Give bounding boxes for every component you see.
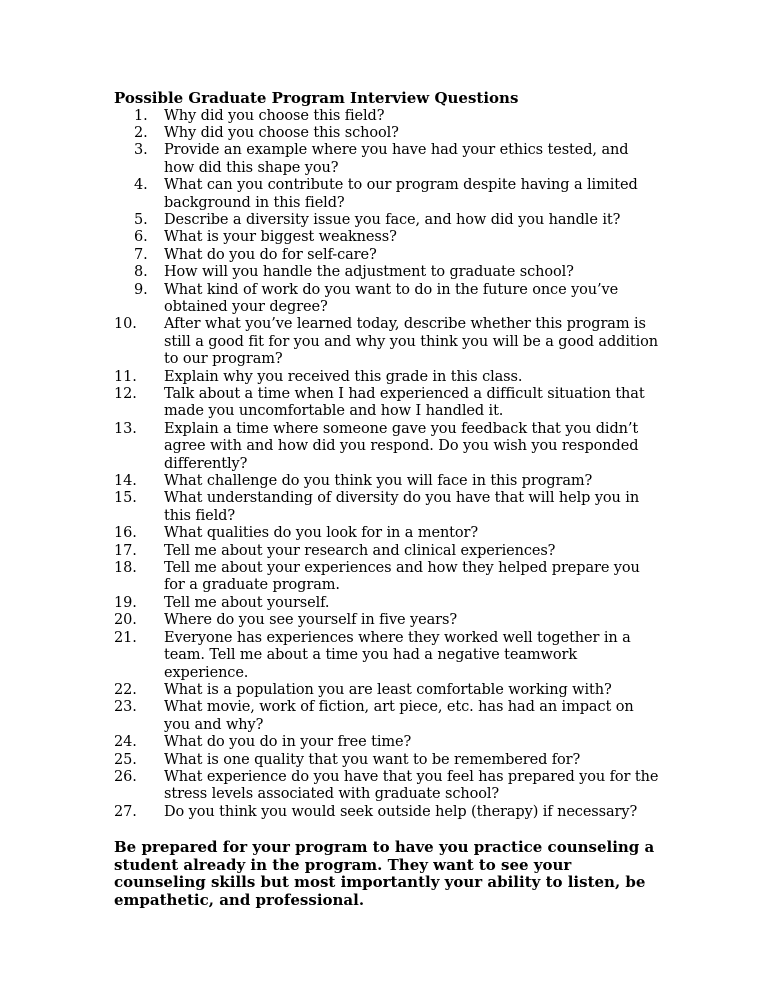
question-text: Where do you see yourself in five years? [164,612,458,629]
question-number: 4. [134,177,148,194]
question-text: Why did you choose this field? [164,107,385,124]
question-text: Do you think you would seek outside help (therapy) if necessary? [164,803,638,820]
question-text: What do you do in your free time? [164,734,412,751]
question-number: 11. [114,368,137,385]
list-item [114,125,662,142]
question-text: Tell me about your experiences and how they helped prepare you for a graduate program. [164,560,640,594]
question-number: 5. [134,211,148,228]
list-item [114,142,662,177]
list-item [114,769,662,804]
question-number: 10. [114,316,137,333]
question-number: 12. [114,386,137,402]
question-number: 7. [134,246,148,263]
list-item [114,752,662,769]
list-item [114,108,662,125]
question-number: 20. [114,612,137,629]
question-number: 19. [114,594,137,611]
list-item [114,247,662,264]
question-text: What movie, work of fiction, art piece, etc. has had an impact on you and why? [164,699,634,733]
question-number: 25. [114,751,137,768]
question-number: 3. [134,142,148,159]
question-number: 17. [114,542,137,559]
question-number: 18. [114,560,137,577]
list-item [114,612,662,629]
question-text: Explain a time where someone gave you feedback that you didn’t agree with and how did you respond. Do you wish you responded differently? [164,420,639,472]
question-number: 2. [134,124,148,141]
document-page [114,90,662,909]
question-text: What kind of work do you want to do in the future once you’ve obtained your degree? [164,281,619,315]
list-item [114,543,662,560]
question-text: Why did you choose this school? [164,124,399,141]
question-number: 9. [134,281,148,298]
question-text: Everyone has experiences where they worked well together in a team. Tell me about a time you had a negative teamwork experience. [164,629,631,681]
question-text: Explain why you received this grade in this class. [164,368,523,385]
question-number: 22. [114,681,137,698]
question-number: 15. [114,490,137,507]
list-item [114,490,662,525]
question-text: What is your biggest weakness? [164,229,397,246]
list-item [114,699,662,734]
list-item [114,212,662,229]
question-text: Describe a diversity issue you face, and how did you handle it? [164,211,621,228]
list-item [114,316,662,368]
list-item [114,682,662,699]
list-item [114,473,662,490]
question-number: 13. [114,420,137,437]
question-list [114,108,662,822]
question-number: 21. [114,629,137,646]
list-item [114,734,662,751]
question-number: 16. [114,525,137,542]
question-text: What is a population you are least comfortable working with? [164,681,612,698]
question-text: What can you contribute to our program despite having a limited background in this field? [164,177,638,211]
list-item [114,369,662,386]
question-text: Talk about a time when I had experienced a difficult situation that made you uncomfortable and how I handled it. [164,386,645,420]
document-title: Possible Graduate Program Interview Questions [114,89,519,107]
closing-note: Be prepared for your program to have you practice counseling a student already in the program. They want to see your counseling skills but most importantly your ability to listen, be empathetic, and professional. [114,838,655,909]
question-number: 26. [114,768,137,785]
question-number: 6. [134,229,148,246]
question-text: What do you do for self-care? [164,246,377,263]
list-item [114,177,662,212]
question-text: What qualities do you look for in a mentor? [164,525,479,542]
question-text: Tell me about yourself. [164,594,330,611]
list-item [114,595,662,612]
list-item [114,421,662,473]
list-item [114,525,662,542]
question-text: What challenge do you think you will face in this program? [164,473,593,490]
list-item [114,229,662,246]
list-item [114,386,662,421]
list-item [114,804,662,821]
question-number: 1. [134,107,148,124]
question-number: 27. [114,803,137,820]
question-text: After what you’ve learned today, describe whether this program is still a good fit for you and why you think you will be a good addition to our program? [164,316,658,368]
list-item [114,560,662,595]
question-number: 14. [114,473,137,490]
question-text: What is one quality that you want to be remembered for? [164,751,581,768]
question-text: What experience do you have that you feel has prepared you for the stress levels associated with graduate school? [164,768,659,803]
list-item [114,282,662,317]
question-text: Tell me about your research and clinical experiences? [164,542,556,559]
list-item [114,630,662,682]
question-number: 24. [114,734,137,751]
question-text: Provide an example where you have had your ethics tested, and how did this shape you? [164,142,629,176]
question-text: How will you handle the adjustment to graduate school? [164,264,574,281]
list-item [114,264,662,281]
question-text: What understanding of diversity do you have that will help you in this field? [164,490,640,524]
question-number: 23. [114,699,137,716]
question-number: 8. [134,264,148,281]
